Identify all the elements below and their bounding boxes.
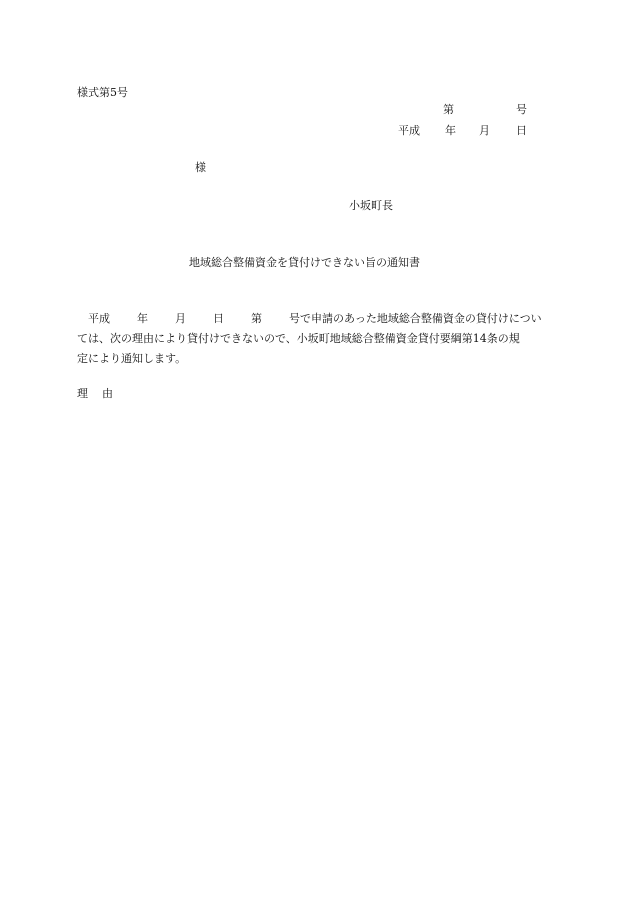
body-month: 月	[175, 312, 186, 325]
date-era: 平成	[398, 124, 420, 137]
body-line-1	[77, 309, 553, 329]
date-day: 日	[516, 124, 527, 137]
form-number: 様式第5号	[77, 86, 128, 99]
body-line-1-text: 号で申請のあった地域総合整備資金の貸付けについ	[289, 312, 542, 325]
notice-body	[77, 309, 553, 369]
body-number-prefix: 第	[251, 312, 262, 325]
date-year: 年	[445, 124, 456, 137]
document-number-suffix: 号	[516, 103, 527, 116]
reason-heading-char-1: 理	[77, 387, 88, 400]
reason-heading-char-2: 由	[102, 387, 113, 400]
date-month: 月	[479, 124, 490, 137]
document-number-prefix: 第	[443, 103, 454, 116]
addressee: 様	[195, 161, 206, 174]
sender: 小坂町長	[349, 199, 393, 212]
document-title: 地域総合整備資金を貸付けできない旨の通知書	[189, 256, 420, 269]
reason-heading	[77, 387, 113, 401]
body-year: 年	[137, 312, 148, 325]
body-era: 平成	[88, 312, 110, 325]
body-line-2: ては、次の理由により貸付けできないので、小坂町地域総合整備資金貸付要綱第14条の規	[77, 332, 520, 345]
body-line-3: 定により通知します。	[77, 352, 187, 365]
body-day: 日	[213, 312, 224, 325]
